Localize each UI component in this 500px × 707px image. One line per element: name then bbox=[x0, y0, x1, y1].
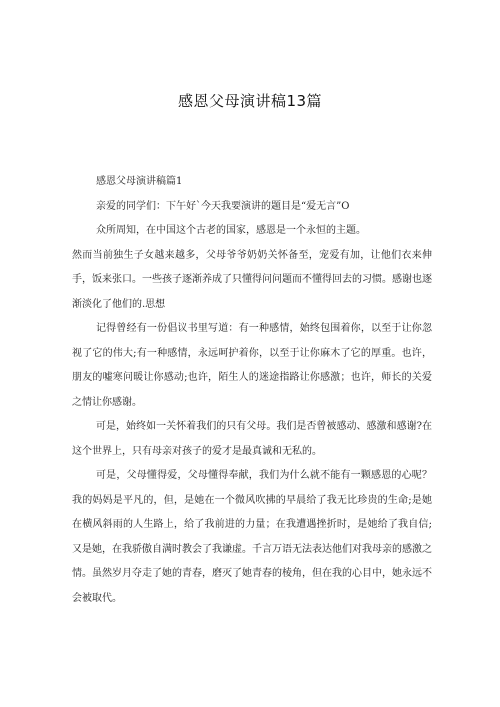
section-heading: 感恩父母演讲稿篇1 bbox=[96, 176, 183, 187]
paragraph-greeting: 亲爱的同学们：下午好`今天我要演讲的题目是“爱无言”O bbox=[96, 200, 350, 212]
paragraph-intro: 众所周知，在中国这个古老的国家，感恩是一个永恒的主题。 bbox=[96, 225, 366, 236]
paragraph-parents: 可是，始终如一关怀着我们的只有父母。我们是否曾被感动、感激和感谢?在这个世界上，只有母亲对孩子的爱才是最真诚和无私的。 bbox=[72, 421, 432, 457]
document-title: 感恩父母演讲稿13篇 bbox=[177, 92, 323, 110]
paragraph-context: 然而当前独生子女越来越多，父母爷爷奶奶关怀备至，宠爱有加，让他们衣来伸手，饭来张口。一些孩子逐渐养成了只懂得问问题而不懂得回去的习惯。感谢也逐渐淡化了他们的.思想 bbox=[72, 249, 432, 310]
paragraph-proposal: 记得曾经有一份倡议书里写道：有一种感情，始终包围着你，以至于让你忽视了它的伟大;有一种感情，永远呵护着你，以至于让你麻木了它的厚重。也许，朋友的嘘寒问暖让你感动;也许，陌生人的迷途指路让你感激；也许，师长的关爱之情让你感谢。 bbox=[72, 323, 432, 408]
paragraph-mother: 可是，父母懂得爱，父母懂得奉献，我们为什么就不能有一颗感恩的心呢？我的妈妈是平凡的，但，是她在一个微风吹拂的早晨给了我无比珍贵的生命;是她在横风斜雨的人生路上，给了我前进的力量；在我遭遇挫折时，是她给了我自信;又是她，在我骄傲自满时教会了我谦虚。千言万语无法表达他们对我母亲的感激之情。虽然岁月夺走了她的青春，磨灭了她青春的棱角，但在我的心目中，她永远不会被取代。 bbox=[72, 470, 432, 604]
document-body bbox=[72, 170, 432, 611]
